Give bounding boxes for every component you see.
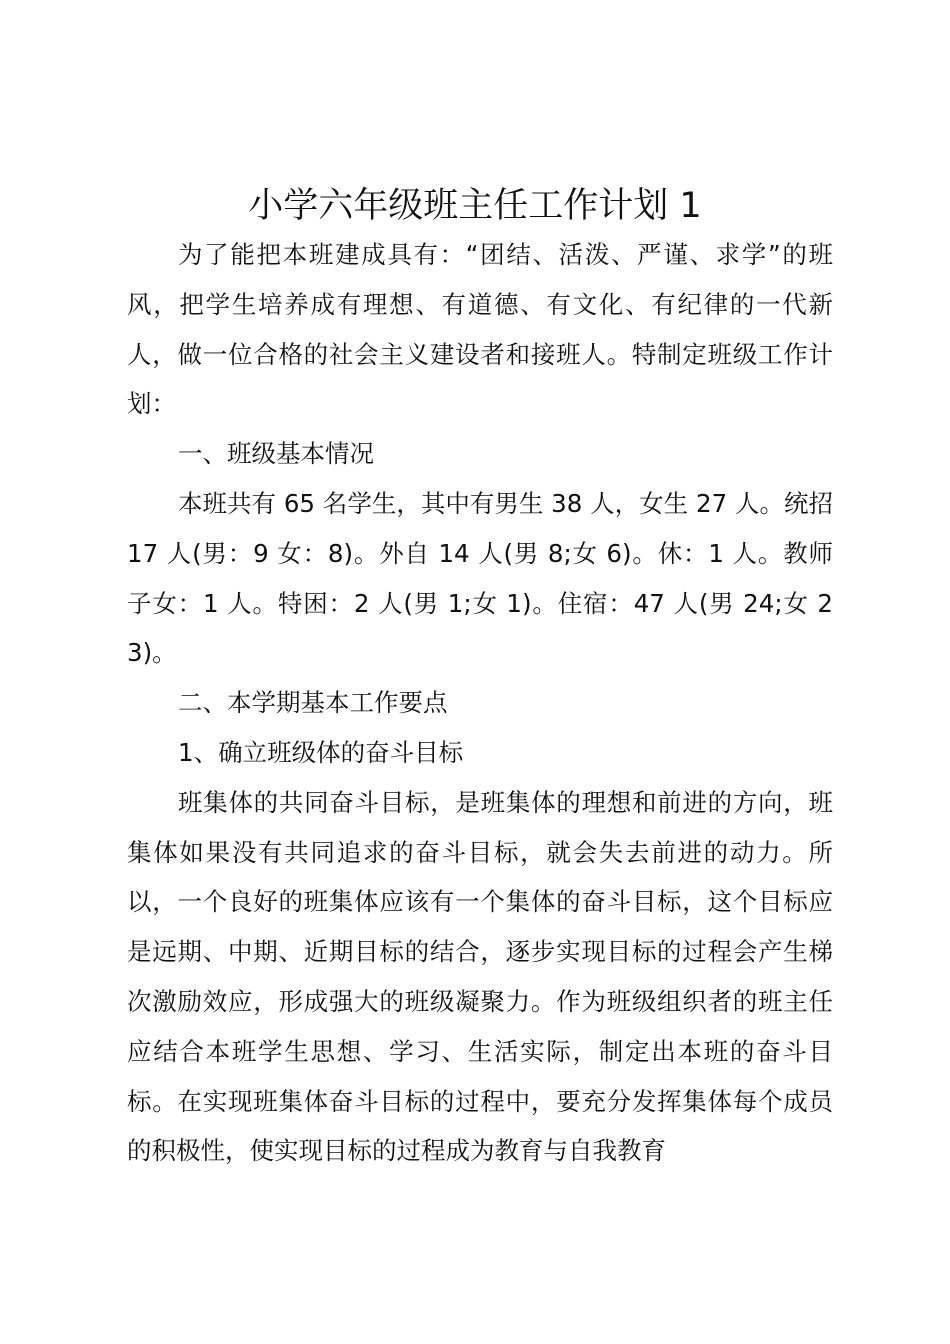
subheading-goal: 1、确立班级体的奋斗目标 bbox=[178, 737, 464, 767]
paragraph-intro: 为了能把本班建成具有：“团结、活泼、严谨、求学”的班风，把学生培养成有理想、有道德、有文化、有纪律的一代新人，做一位合格的社会主义建设者和接班人。特制定班级工作计划： bbox=[127, 240, 833, 419]
paragraph-goal: 班集体的共同奋斗目标，是班集体的理想和前进的方向，班集体如果没有共同追求的奋斗目标，就会失去前进的动力。所以，一个良好的班集体应该有一个集体的奋斗目标，这个目标应是远期、中期、近期目标的结合，逐步实现目标的过程会产生梯次激励效应，形成强大的班级凝聚力。作为班级组织者的班主任应结合本班学生思想、学习、生活实际，制定出本班的奋斗目标。在实现班集体奋斗目标的过程中，要充分发挥集体每个成员的积极性，使实现目标的过程成为教育与自我教育 bbox=[127, 787, 833, 1166]
paragraph-class-stats: 本班共有 65 名学生，其中有男生 38 人，女生 27 人。统招 17 人(男：9 女：8)。外自 14 人(男 8;女 6)。休：1 人。教师子女：1 人。特困：2 人(男 1;女 1)。住宿：47 人(男 24;女 23)。 bbox=[127, 488, 833, 668]
heading-work-points: 二、本学期基本工作要点 bbox=[178, 688, 448, 718]
document-body bbox=[127, 230, 833, 1176]
document-title: 小学六年级班主任工作计划 1 bbox=[248, 186, 702, 226]
heading-class-situation: 一、班级基本情况 bbox=[178, 439, 374, 469]
